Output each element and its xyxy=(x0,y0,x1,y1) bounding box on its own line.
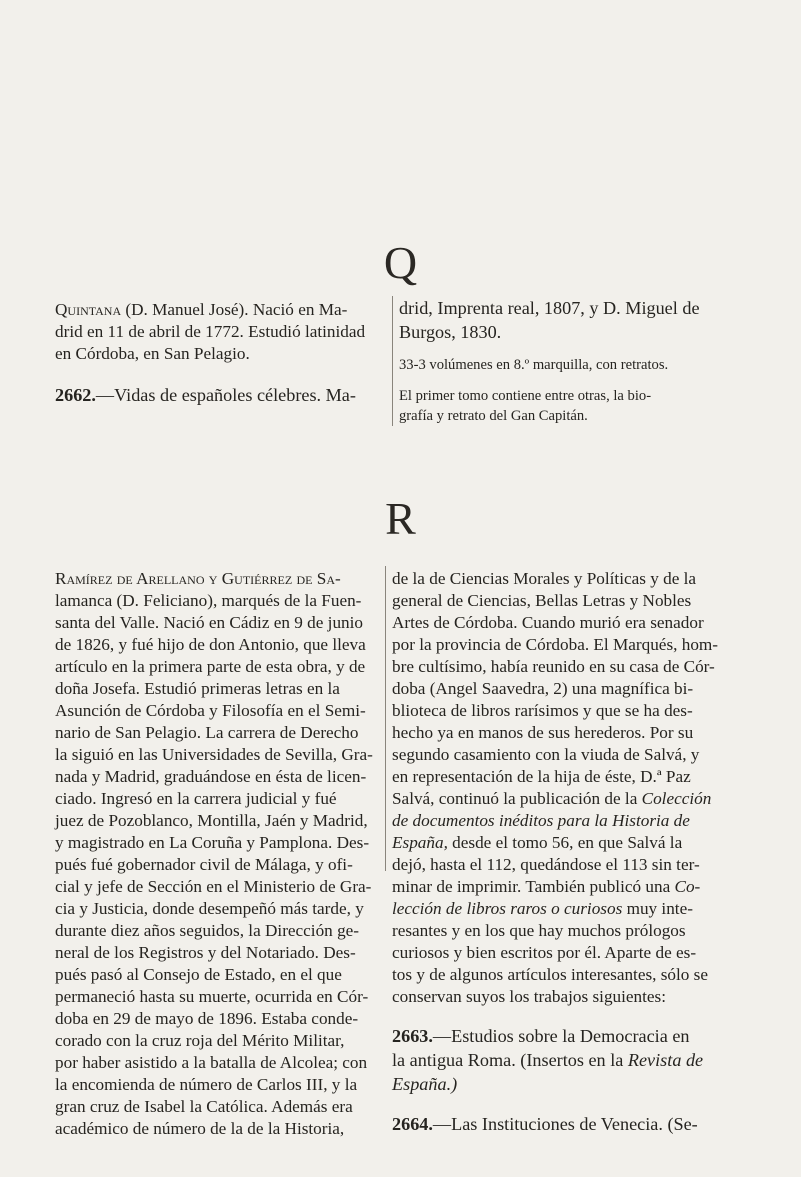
section-letter-r: R xyxy=(385,493,416,544)
text-line: España.) xyxy=(392,1074,458,1094)
text-line: conservan suyos los trabajos siguientes: xyxy=(392,987,667,1006)
text-line: de la de Ciencias Morales y Políticas y de la xyxy=(392,569,697,588)
entry-2664: 2664.—Las Instituciones de Venecia. (Se- xyxy=(392,1114,698,1134)
text-line: juez de Pozoblanco, Montilla, Jaén y Madrid, xyxy=(55,811,368,830)
text-line: curiosos y bien escritos por él. Aparte de es- xyxy=(392,943,697,962)
section-letter-q: Q xyxy=(383,237,418,288)
text-line: cia y Justicia, donde desempeñó más tarde, y xyxy=(55,899,364,918)
r-left-column xyxy=(55,568,378,1140)
text-line: bre cultísimo, había reunido en su casa de Cór- xyxy=(392,657,715,676)
text-line: doba en 29 de mayo de 1896. Estaba conde- xyxy=(55,1009,359,1028)
text-line: ciado. Ingresó en la carrera judicial y fué xyxy=(55,789,337,808)
text-line: pués pasó al Consejo de Estado, en el que xyxy=(55,965,342,984)
author-name: Quintana xyxy=(55,300,122,319)
text-line: hecho ya en manos de sus herederos. Por su xyxy=(392,723,694,742)
text-line: la antigua Roma. (Insertos en la Revista de xyxy=(392,1050,704,1070)
text-line: tos y de algunos artículos interesantes, sólo se xyxy=(392,965,708,984)
text-line: resantes y en los que hay muchos prólogos xyxy=(392,921,686,940)
entry-2663: 2663.—Estudios sobre la Democracia en xyxy=(392,1026,690,1046)
text-line: segundo casamiento con la viuda de Salvá, y xyxy=(392,745,700,764)
r-right-text xyxy=(392,568,735,788)
text-line: blioteca de libros rarísimos y que se ha des- xyxy=(392,701,693,720)
text-line: doña Josefa. Estudió primeras letras en la xyxy=(55,679,340,698)
text-line: drid en 11 de abril de 1772. Estudió latinidad xyxy=(55,322,366,341)
text-line: artículo en la primera parte de esta obra, y de xyxy=(55,657,366,676)
column-divider xyxy=(385,566,386,871)
text-line: permaneció hasta su muerte, ocurrida en Cór- xyxy=(55,987,369,1006)
text-line: lección de libros raros o curiosos muy inte- xyxy=(392,899,693,918)
text-line: santa del Valle. Nació en Cádiz en 9 de junio xyxy=(55,613,364,632)
text-line: nada y Madrid, graduándose en ésta de licen- xyxy=(55,767,367,786)
text-line: académico de número de la de la Historia, xyxy=(55,1119,345,1138)
text-line: por la provincia de Córdoba. El Marqués, hom- xyxy=(392,635,719,654)
r-left-text xyxy=(55,590,378,1140)
text-line: en representación de la hija de éste, D.ª Paz xyxy=(392,767,691,786)
text-line: corado con la cruz roja del Mérito Militar, xyxy=(55,1031,345,1050)
author-name: Ramírez de Arellano y Gutiérrez de Sa- xyxy=(55,569,341,588)
text-line: doba (Angel Saavedra, 2) una magnífica bi- xyxy=(392,679,694,698)
text-line: cial y jefe de Sección en el Ministerio de Gra- xyxy=(55,877,372,896)
text-line: drid, Imprenta real, 1807, y D. Miguel de xyxy=(399,298,700,318)
text-line: la siguió en las Universidades de Sevilla, Gra- xyxy=(55,745,373,764)
physical-description: 33-3 volúmenes en 8.º marquilla, con retratos. xyxy=(399,357,669,373)
text-line: durante diez años seguidos, la Dirección ge- xyxy=(55,921,360,940)
text-line: pués fué gobernador civil de Málaga, y ofi- xyxy=(55,855,353,874)
text-line: nario de San Pelagio. La carrera de Derecho xyxy=(55,723,359,742)
text-line: general de Ciencias, Bellas Letras y Nobles xyxy=(392,591,692,610)
q-left-column xyxy=(55,299,378,407)
note-line: grafía y retrato del Gan Capitán. xyxy=(399,408,588,424)
text-line: Burgos, 1830. xyxy=(399,322,502,342)
text-line: gran cruz de Isabel la Católica. Además era xyxy=(55,1097,353,1116)
note-line: El primer tomo contiene entre otras, la bio- xyxy=(399,388,652,404)
text-line: España, desde el tomo 56, en que Salvá la xyxy=(392,833,683,852)
text-line: de documentos inéditos para la Historia de xyxy=(392,811,690,830)
entry-quintana-line: Quintana (D. Manuel José). Nació en Ma- xyxy=(55,300,348,319)
text-line: en Córdoba, en San Pelagio. xyxy=(55,344,250,363)
text-line: dejó, hasta el 112, quedándose el 113 sin ter- xyxy=(392,855,700,874)
text-line: de 1826, y fué hijo de don Antonio, que lleva xyxy=(55,635,366,654)
text-line: minar de imprimir. También publicó una Co- xyxy=(392,877,701,896)
text-line: lamanca (D. Feliciano), marqués de la Fuen- xyxy=(55,591,362,610)
entry-2662: 2662.—Vidas de españoles célebres. Ma- xyxy=(55,385,356,405)
text-line: Asunción de Córdoba y Filosofía en el Semi- xyxy=(55,701,366,720)
text-line: Salvá, continuó la publicación de la Colección xyxy=(392,789,712,808)
r-right-column xyxy=(392,568,735,1136)
entry-number: 2662. xyxy=(55,385,96,405)
q-right-column xyxy=(392,296,736,426)
text-line: por haber asistido a la batalla de Alcolea; con xyxy=(55,1053,368,1072)
text-line: Artes de Córdoba. Cuando murió era senador xyxy=(392,613,704,632)
text-line: la encomienda de número de Carlos III, y la xyxy=(55,1075,358,1094)
text-line: y magistrado en La Coruña y Pamplona. Des- xyxy=(55,833,370,852)
text-line: neral de los Registros y del Notariado. Des- xyxy=(55,943,356,962)
